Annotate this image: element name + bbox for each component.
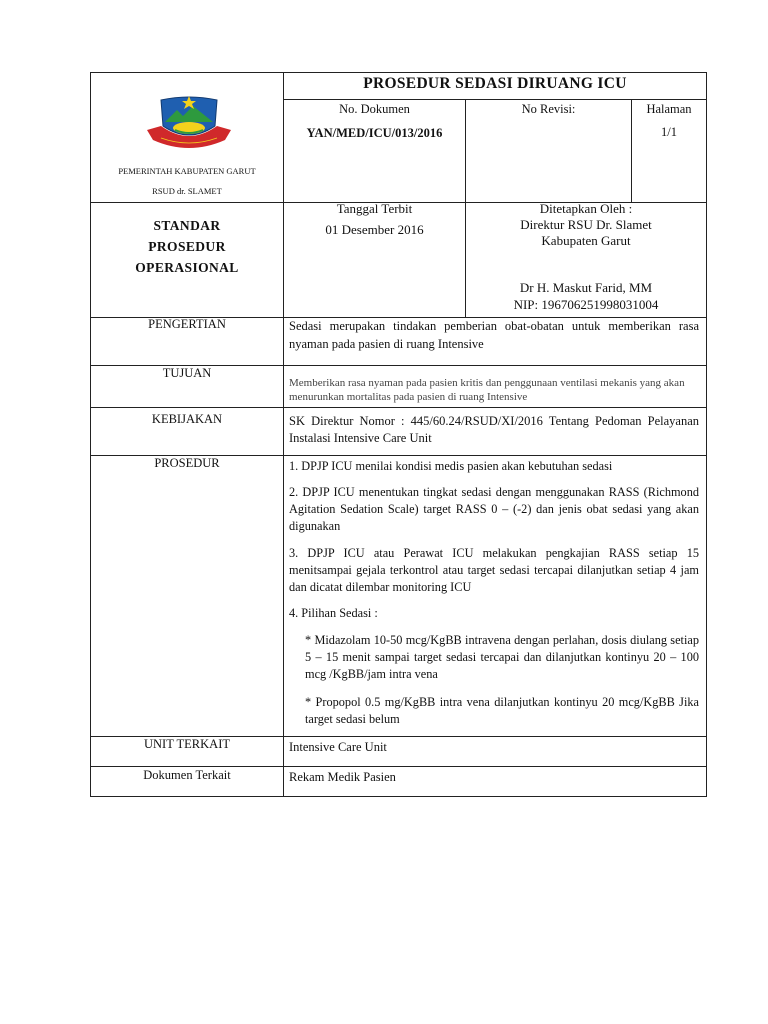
sop-line2: PROSEDUR — [148, 239, 226, 254]
signer-name: Dr H. Maskut Farid, MM — [519, 280, 653, 295]
border-right — [706, 72, 707, 797]
kabupaten-garut-logo — [143, 92, 235, 150]
tujuan-label: TUJUAN — [162, 366, 212, 380]
pengertian-label: PENGERTIAN — [148, 317, 226, 331]
ditetapkan-label: Ditetapkan Oleh : — [539, 201, 633, 216]
sop-line3: OPERASIONAL — [135, 260, 239, 275]
sop-line1: STANDAR — [153, 218, 221, 233]
prosedur-item-4: 4. Pilihan Sedasi : — [289, 606, 378, 620]
halaman-value: 1/1 — [661, 125, 677, 139]
prosedur-label: PROSEDUR — [154, 456, 220, 470]
border-left — [90, 72, 91, 797]
signer-nip: NIP: 196706251998031004 — [513, 297, 659, 312]
prosedur-item-3: 3. DPJP ICU atau Perawat ICU melakukan pengkajian RASS setiap 15 menitsampai gejala terkontrol atau target sedasi tercapai dilanjutkan setiap 4 jam dan dicatat dilembar monitoring ICU — [289, 546, 699, 594]
prosedur-item-1: 1. DPJP ICU menilai kondisi medis pasien akan kebutuhan sedasi — [289, 459, 613, 473]
kebijakan-label: KEBIJAKAN — [151, 412, 223, 426]
document-title: PROSEDUR SEDASI DIRUANG ICU — [363, 75, 627, 92]
halaman-label: Halaman — [646, 102, 692, 116]
pengertian-text: Sedasi merupakan tindakan pemberian obat-obatan untuk memberikan rasa nyaman pada pasien di ruang Intensive — [289, 319, 699, 351]
border-col-main — [283, 72, 284, 797]
tanggal-terbit-value: 01 Desember 2016 — [325, 222, 424, 237]
dokumen-terkait-label: Dokumen Terkait — [143, 768, 231, 782]
org-line2: RSUD dr. SLAMET — [152, 186, 222, 196]
border-top — [90, 72, 707, 73]
unit-terkait-text: Intensive Care Unit — [289, 740, 387, 754]
no-revisi-label: No Revisi: — [521, 102, 576, 116]
kebijakan-text: SK Direktur Nomor : 445/60.24/RSUD/XI/2016 Tentang Pedoman Pelayanan Instalasi Intensive Care Unit — [289, 414, 699, 445]
dokumen-terkait-text: Rekam Medik Pasien — [289, 770, 396, 784]
tanggal-terbit-label: Tanggal Terbit — [336, 201, 413, 216]
no-dokumen-value: YAN/MED/ICU/013/2016 — [306, 126, 443, 140]
prosedur-item-2: 2. DPJP ICU menentukan tingkat sedasi dengan menggunakan RASS (Richmond Agitation Sedation Scale) target RASS 0 – (-2) dan jenis obat sedasi yang akan digunakan — [289, 485, 699, 533]
ditetapkan-line2: Direktur RSU Dr. Slamet — [520, 217, 652, 232]
unit-terkait-label: UNIT TERKAIT — [144, 737, 230, 751]
prosedur-item-5: * Midazolam 10-50 mcg/KgBB intravena dengan perlahan, dosis diulang setiap 5 – 15 menit sampai target sedasi tercapai dan dilanjutkan kontinyu 20 – 100 mcg /KgBB/jam intra vena — [305, 633, 699, 681]
no-dokumen-label: No. Dokumen — [339, 102, 410, 116]
prosedur-item-6: * Propopol 0.5 mg/KgBB intra vena dilanjutkan kontinyu 20 mcg/KgBB Jika target sedasi belum — [305, 695, 699, 726]
ditetapkan-line3: Kabupaten Garut — [541, 233, 631, 248]
border-title-row — [283, 99, 707, 100]
tujuan-text: Memberikan rasa nyaman pada pasien kritis dan penggunaan ventilasi mekanis yang akan menurunkan mortalitas pada pasien di ruang Intensive — [289, 377, 685, 403]
border-bottom — [90, 796, 707, 797]
org-line1: PEMERINTAH KABUPATEN GARUT — [118, 166, 256, 176]
border-row-tujuan — [90, 407, 707, 408]
